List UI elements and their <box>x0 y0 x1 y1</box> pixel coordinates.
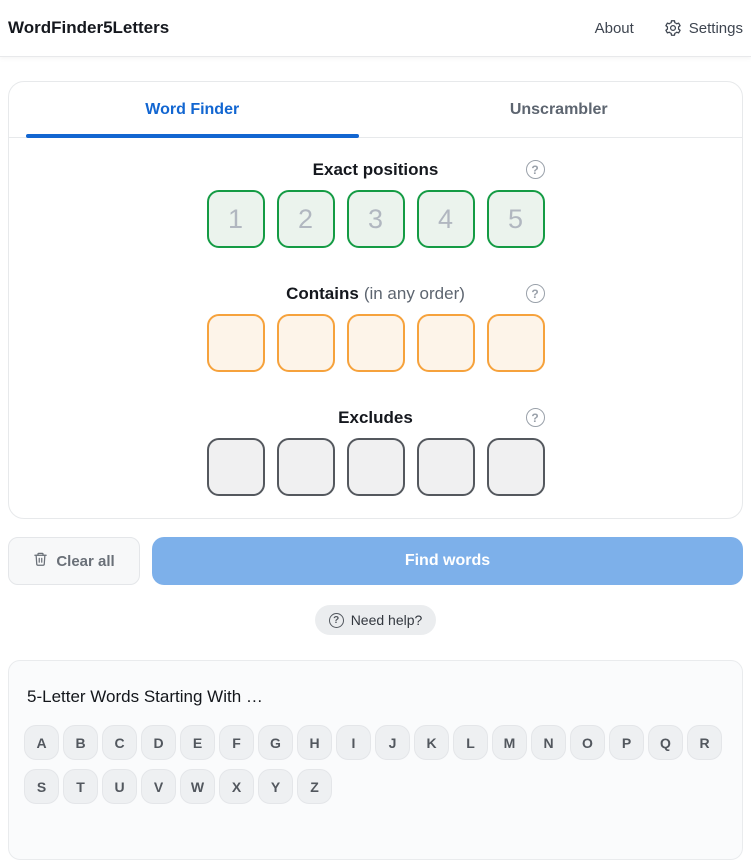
action-buttons-row <box>8 537 743 585</box>
exact-letter-input-5[interactable] <box>487 190 545 248</box>
letter-link[interactable]: S <box>24 769 59 804</box>
contains-section <box>207 284 545 372</box>
exact-letter-input-1[interactable] <box>207 190 265 248</box>
letter-links <box>24 725 727 804</box>
excludes-letter-input-4[interactable] <box>417 438 475 496</box>
letter-link[interactable]: E <box>180 725 215 760</box>
contains-letter-input-4[interactable] <box>417 314 475 372</box>
browse-card <box>8 660 743 860</box>
excludes-letter-input-2[interactable] <box>277 438 335 496</box>
contains-label: Contains (in any order) <box>286 284 465 303</box>
letter-link[interactable]: L <box>453 725 488 760</box>
exact-positions-section <box>207 160 545 248</box>
need-help-label: Need help? <box>350 612 423 628</box>
letter-link[interactable]: G <box>258 725 293 760</box>
contains-help-icon[interactable]: ? <box>526 284 545 303</box>
gear-icon <box>664 19 682 37</box>
letter-link[interactable]: N <box>531 725 566 760</box>
excludes-label: Excludes <box>338 408 413 427</box>
app-header <box>0 0 751 57</box>
exact-letter-inputs <box>207 190 545 248</box>
about-link[interactable]: About <box>594 19 634 37</box>
letter-link[interactable]: H <box>297 725 332 760</box>
main-content <box>0 81 751 860</box>
contains-letter-input-3[interactable] <box>347 314 405 372</box>
letter-link[interactable]: V <box>141 769 176 804</box>
letter-link[interactable]: Z <box>297 769 332 804</box>
letter-link[interactable]: F <box>219 725 254 760</box>
letter-link[interactable]: T <box>63 769 98 804</box>
contains-label-suffix: (in any order) <box>363 284 465 303</box>
help-row <box>8 605 743 635</box>
find-words-button[interactable]: Find words <box>152 537 743 585</box>
exact-letter-input-3[interactable] <box>347 190 405 248</box>
letter-link[interactable]: W <box>180 769 215 804</box>
excludes-letter-inputs <box>207 438 545 496</box>
letter-link[interactable]: Q <box>648 725 683 760</box>
exact-letter-input-2[interactable] <box>277 190 335 248</box>
letter-link[interactable]: U <box>102 769 137 804</box>
letter-link[interactable]: Y <box>258 769 293 804</box>
letter-link[interactable]: B <box>63 725 98 760</box>
letter-link[interactable]: A <box>24 725 59 760</box>
finder-card-body <box>9 138 742 518</box>
browse-heading: 5-Letter Words Starting With … <box>27 687 263 706</box>
tab-word-finder[interactable]: Word Finder <box>9 82 376 137</box>
contains-letter-inputs <box>207 314 545 372</box>
trash-icon <box>33 551 48 571</box>
letter-link[interactable]: X <box>219 769 254 804</box>
letter-link[interactable]: I <box>336 725 371 760</box>
letter-link[interactable]: C <box>102 725 137 760</box>
tab-unscrambler[interactable]: Unscrambler <box>509 100 608 118</box>
letter-link[interactable]: J <box>375 725 410 760</box>
contains-letter-input-1[interactable] <box>207 314 265 372</box>
settings-link[interactable] <box>664 19 743 37</box>
contains-head <box>207 284 545 304</box>
excludes-section <box>207 408 545 496</box>
clear-all-button[interactable] <box>8 537 140 585</box>
letter-link[interactable]: P <box>609 725 644 760</box>
clear-all-label: Clear all <box>56 552 115 570</box>
exact-letter-input-4[interactable] <box>417 190 475 248</box>
app-title: WordFinder5Letters <box>8 18 170 37</box>
excludes-letter-input-5[interactable] <box>487 438 545 496</box>
exact-help-icon[interactable]: ? <box>526 160 545 179</box>
letter-link[interactable]: O <box>570 725 605 760</box>
contains-letter-input-2[interactable] <box>277 314 335 372</box>
excludes-letter-input-3[interactable] <box>347 438 405 496</box>
letter-link[interactable]: M <box>492 725 527 760</box>
letter-link[interactable]: R <box>687 725 722 760</box>
tab-bar <box>9 82 742 138</box>
contains-letter-input-5[interactable] <box>487 314 545 372</box>
letter-link[interactable]: K <box>414 725 449 760</box>
exact-positions-head <box>207 160 545 180</box>
settings-label: Settings <box>688 19 743 37</box>
excludes-head <box>207 408 545 428</box>
header-nav <box>595 19 743 37</box>
excludes-letter-input-1[interactable] <box>207 438 265 496</box>
letter-link[interactable]: D <box>141 725 176 760</box>
question-circle-icon: ? <box>329 613 344 628</box>
finder-card <box>8 81 743 519</box>
exact-positions-label: Exact positions <box>312 160 439 179</box>
excludes-help-icon[interactable]: ? <box>526 408 545 427</box>
need-help-button[interactable] <box>315 605 437 635</box>
